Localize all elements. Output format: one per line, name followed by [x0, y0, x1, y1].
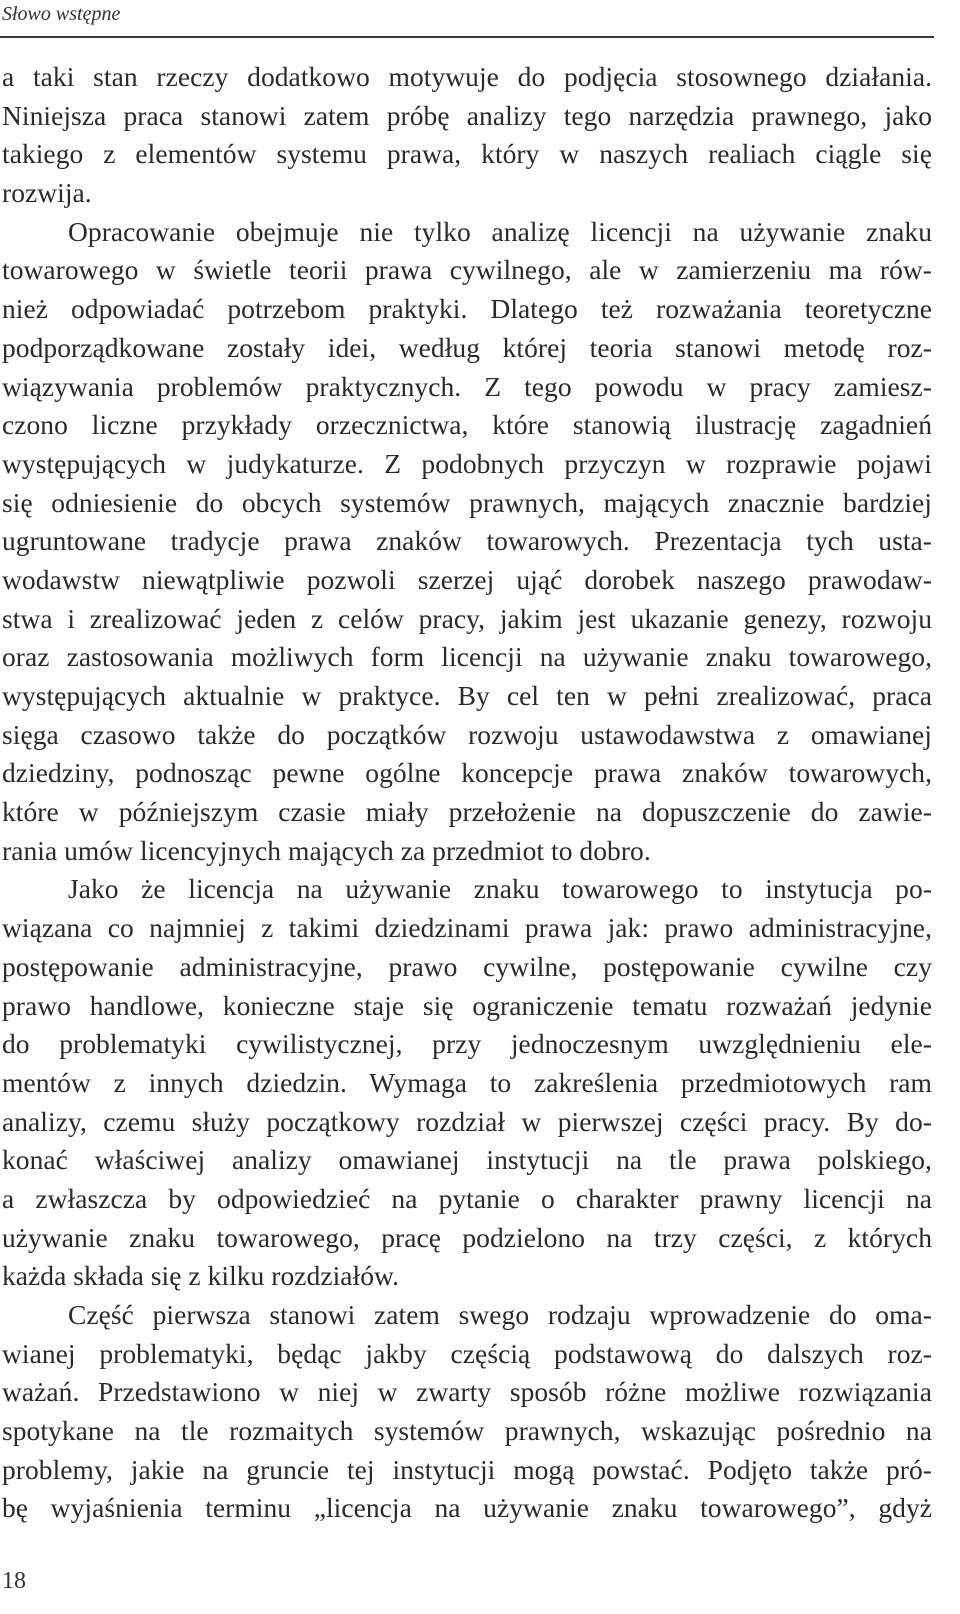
running-head: Słowo wstępne — [2, 3, 121, 25]
text-line: ugruntowane tradycje prawa znaków towarowych. Prezentacja tych usta- — [2, 525, 932, 557]
text-line: prawo handlowe, konieczne staje się ograniczenie tematu rozważań jedynie — [2, 989, 932, 1021]
text-line: rozwija. — [2, 177, 92, 209]
text-line: analizy, czemu służy początkowy rozdział w pierwszej części pracy. By do- — [2, 1105, 932, 1137]
text-line: wodawstw niewątpliwie pozwoli szerzej ująć dorobek naszego prawodaw- — [2, 563, 932, 595]
text-line: wiązywania problemów praktycznych. Z tego powodu w pracy zamiesz- — [2, 370, 932, 402]
text-line: używanie znaku towarowego, pracę podzielono na trzy części, z których — [2, 1221, 932, 1253]
text-line: mentów z innych dziedzin. Wymaga to zakreślenia przedmiotowych ram — [2, 1066, 932, 1098]
text-line: każda składa się z kilku rozdziałów. — [2, 1260, 400, 1292]
text-line: wianej problematyki, będąc jakby częścią podstawową do dalszych roz- — [2, 1337, 932, 1369]
text-line: które w późniejszym czasie miały przełożenie na dopuszczenie do zawie- — [2, 796, 932, 828]
text-line: występujących aktualnie w praktyce. By cel ten w pełni zrealizować, praca — [2, 680, 932, 711]
body-text — [2, 58, 932, 1528]
text-line: rania umów licencyjnych mających za przedmiot to dobro. — [2, 834, 651, 866]
text-line: postępowanie administracyjne, prawo cywilne, postępowanie cywilne czy — [2, 950, 932, 982]
text-line: a taki stan rzeczy dodatkowo motywuje do podjęcia stosownego działania. — [2, 61, 932, 92]
text-line: Opracowanie obejmuje nie tylko analizę licencji na używanie znaku — [68, 215, 932, 247]
text-line: sięga czasowo także do początków rozwoju ustawodawstwa z omawianej — [2, 718, 932, 750]
text-line: Część pierwsza stanowi zatem swego rodzaju wprowadzenie do oma- — [68, 1299, 932, 1330]
text-line: a zwłaszcza by odpowiedzieć na pytanie o charakter prawny licencji na — [2, 1182, 932, 1214]
text-line: Jako że licencja na używanie znaku towarowego to instytucja po- — [68, 873, 932, 905]
text-line: wiązana co najmniej z takimi dziedzinami prawa jak: prawo administracyjne, — [2, 912, 932, 944]
text-line: spotykane na tle rozmaitych systemów prawnych, wskazując pośrednio na — [2, 1415, 932, 1447]
page-header — [0, 0, 934, 38]
text-line: czono liczne przykłady orzecznictwa, które stanowią ilustrację zagadnień — [2, 409, 932, 441]
text-line: się odniesienie do obcych systemów prawnych, mających znacznie bardziej — [2, 486, 932, 518]
text-line: stwa i zrealizować jeden z celów pracy, jakim jest ukazanie genezy, rozwoju — [2, 602, 932, 634]
text-line: Niniejsza praca stanowi zatem próbę analizy tego narzędzia prawnego, jako — [2, 99, 932, 131]
text-line: dziedziny, podnosząc pewne ogólne koncepcje prawa znaków towarowych, — [2, 757, 932, 789]
text-line: problemy, jakie na gruncie tej instytucji mogą powstać. Podjęto także pró- — [2, 1453, 932, 1485]
text-line: występujących w judykaturze. Z podobnych przyczyn w rozprawie pojawi — [2, 447, 932, 479]
text-line: towarowego w świetle teorii prawa cywilnego, ale w zamierzeniu ma rów- — [2, 254, 932, 286]
text-line: do problematyki cywilistycznej, przy jednoczesnym uwzględnieniu ele- — [2, 1028, 932, 1060]
text-line: podporządkowane zostały idei, według której teoria stanowi metodę roz- — [2, 331, 932, 363]
text-line: oraz zastosowania możliwych form licencji na używanie znaku towarowego, — [2, 641, 932, 673]
page-number: 18 — [2, 1568, 26, 1594]
text-line: konać właściwej analizy omawianej instytucji na tle prawa polskiego, — [2, 1144, 932, 1176]
text-line: takiego z elementów systemu prawa, który w naszych realiach ciągle się — [2, 138, 932, 170]
text-line: bę wyjaśnienia terminu „licencja na używanie znaku towarowego”, gdyż — [2, 1492, 932, 1524]
text-line: ważań. Przedstawiono w niej w zwarty sposób różne możliwe rozwiązania — [2, 1376, 932, 1408]
text-line: nież odpowiadać potrzebom praktyki. Dlatego też rozważania teoretyczne — [2, 293, 932, 325]
